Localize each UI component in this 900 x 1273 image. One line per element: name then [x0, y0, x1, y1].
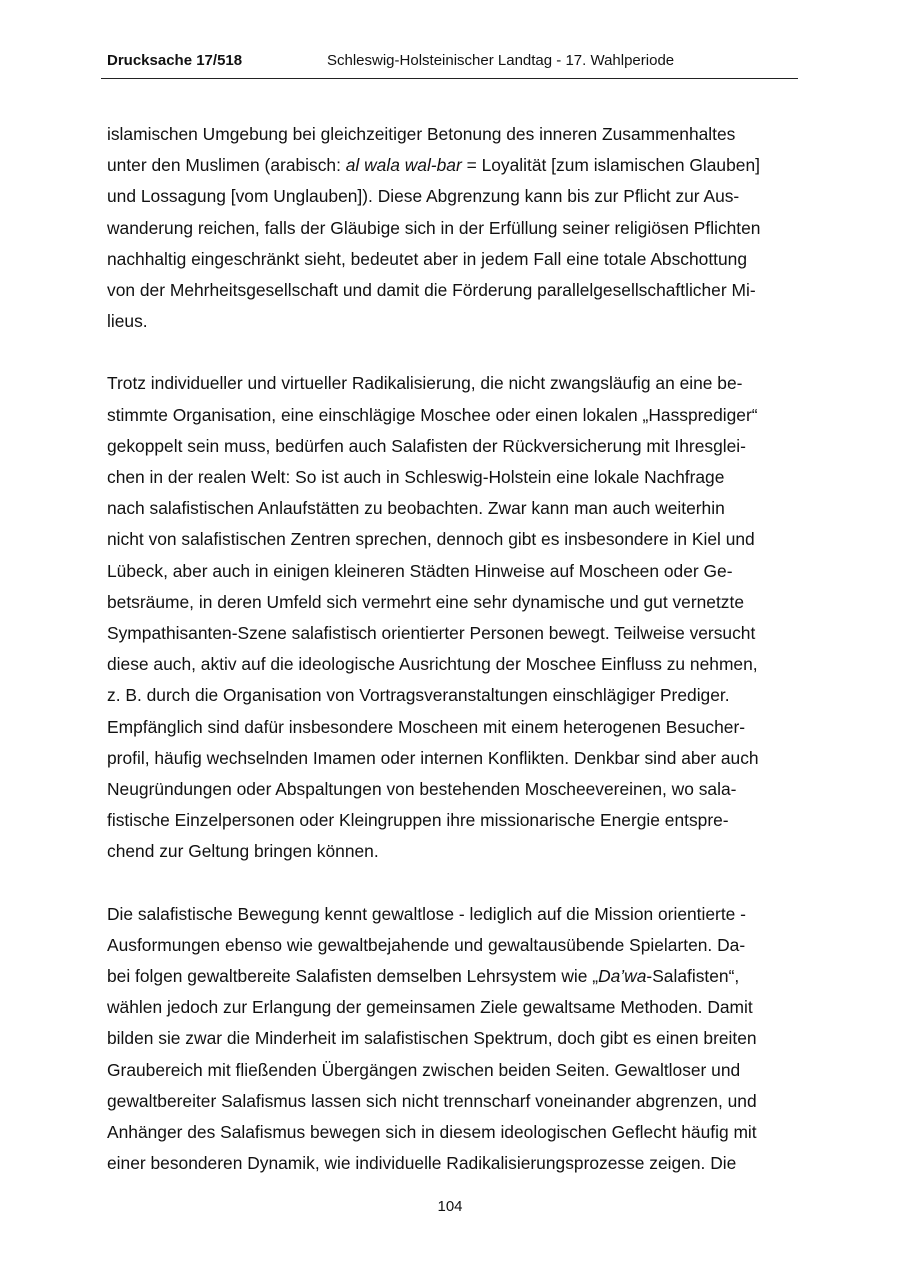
text-segment: Neugründungen oder Abspaltungen von bestehenden Moscheevereinen, wo sala-	[107, 779, 737, 800]
text-line	[107, 680, 797, 711]
text-segment: stimmte Organisation, eine einschlägige Moschee oder einen lokalen „Hassprediger“	[107, 404, 758, 425]
document-source: Schleswig-Holsteinischer Landtag - 17. Wahlperiode	[327, 52, 675, 69]
text-line	[107, 119, 797, 150]
paragraph-spacer	[107, 337, 797, 368]
text-line	[107, 774, 797, 805]
text-segment: nicht von salafistischen Zentren sprechen, dennoch gibt es insbesondere in Kiel und	[107, 529, 755, 550]
text-segment: nachhaltig eingeschränkt sieht, bedeutet aber in jedem Fall eine totale Abschottung	[107, 248, 748, 269]
text-segment: z. B. durch die Organisation von Vortragsveranstaltungen einschlägiger Prediger.	[107, 685, 730, 706]
text-line	[107, 649, 797, 680]
text-line	[107, 743, 797, 774]
text-line	[107, 213, 797, 244]
text-line	[107, 1023, 797, 1054]
text-segment: Trotz individueller und virtueller Radikalisierung, die nicht zwangsläufig an eine be-	[107, 373, 743, 394]
text-segment: -Salafisten“,	[646, 966, 740, 987]
text-line	[107, 462, 797, 493]
text-line	[107, 992, 797, 1023]
text-segment: Graubereich mit fließenden Übergängen zwischen beiden Seiten. Gewaltloser und	[107, 1059, 741, 1080]
text-segment: fistische Einzelpersonen oder Kleingruppen ihre missionarische Energie entspre-	[107, 810, 729, 831]
text-segment: betsräume, in deren Umfeld sich vermehrt eine sehr dynamische und gut vernetzte	[107, 591, 745, 612]
text-segment: wanderung reichen, falls der Gläubige sich in der Erfüllung seiner religiösen Pflichten	[107, 217, 761, 238]
text-line	[107, 306, 797, 337]
text-line	[107, 961, 797, 992]
text-segment: bei folgen gewaltbereite Salafisten demselben Lehrsystem wie „	[107, 966, 599, 987]
text-segment: gewaltbereiter Salafismus lassen sich nicht trennscharf voneinander abgrenzen, und	[107, 1090, 757, 1111]
text-segment: Sympathisanten-Szene salafistisch orientierter Personen bewegt. Teilweise versucht	[107, 623, 756, 644]
text-line	[107, 181, 797, 212]
text-segment: gekoppelt sein muss, bedürfen auch Salafisten der Rückversicherung mit Ihresglei-	[107, 435, 746, 456]
text-line	[107, 930, 797, 961]
text-line	[107, 400, 797, 431]
text-segment: und Lossagung [vom Unglauben]). Diese Abgrenzung kann bis zur Pflicht zur Aus-	[107, 186, 740, 207]
text-segment: wählen jedoch zur Erlangung der gemeinsamen Ziele gewaltsame Methoden. Damit	[107, 997, 753, 1018]
text-line	[107, 1086, 797, 1117]
text-line	[107, 556, 797, 587]
text-line	[107, 150, 797, 181]
text-line	[107, 493, 797, 524]
text-segment: profil, häufig wechselnden Imamen oder internen Konflikten. Denkbar sind aber auch	[107, 747, 759, 768]
text-segment: nach salafistischen Anlaufstätten zu beobachten. Zwar kann man auch weiterhin	[107, 498, 725, 519]
text-line	[107, 899, 797, 930]
document-number: Drucksache 17/518	[107, 52, 243, 69]
text-segment: Empfänglich sind dafür insbesondere Moscheen mit einem heterogenen Besucher-	[107, 716, 746, 737]
paragraph	[107, 119, 797, 337]
text-line	[107, 431, 797, 462]
text-segment: Anhänger des Salafismus bewegen sich in diesem ideologischen Geflecht häufig mit	[107, 1122, 757, 1143]
text-segment: Lübeck, aber auch in einigen kleineren Städten Hinweise auf Moscheen oder Ge-	[107, 560, 733, 581]
text-segment: islamischen Umgebung bei gleichzeitiger Betonung des inneren Zusammenhaltes	[107, 124, 736, 144]
paragraph-spacer	[107, 868, 797, 899]
text-segment: chend zur Geltung bringen können.	[107, 841, 379, 862]
text-line	[107, 805, 797, 836]
text-line	[107, 587, 797, 618]
text-line	[107, 712, 797, 743]
text-segment: lieus.	[107, 311, 148, 332]
text-line	[107, 618, 797, 649]
text-line	[107, 524, 797, 555]
italic-term: Da’wa	[598, 966, 647, 987]
page-header	[101, 52, 798, 79]
paragraph	[107, 368, 797, 867]
text-line	[107, 836, 797, 867]
text-segment: chen in der realen Welt: So ist auch in Schleswig-Holstein eine lokale Nachfrage	[107, 467, 725, 488]
text-line	[107, 1117, 797, 1148]
body-text	[107, 119, 797, 1180]
page-number: 104	[437, 1198, 463, 1215]
text-line	[107, 368, 797, 399]
text-segment: Ausformungen ebenso wie gewaltbejahende und gewaltausübende Spielarten. Da-	[107, 934, 746, 955]
text-segment: unter den Muslimen (arabisch:	[107, 155, 346, 176]
text-line	[107, 275, 797, 306]
text-line	[107, 1148, 797, 1179]
text-line	[107, 1055, 797, 1086]
italic-term: al wala wal-bar	[345, 155, 462, 176]
text-line	[107, 244, 797, 275]
paragraph	[107, 899, 797, 1180]
text-segment: diese auch, aktiv auf die ideologische Ausrichtung der Moschee Einfluss zu nehmen,	[107, 654, 758, 675]
text-segment: Die salafistische Bewegung kennt gewaltlose - lediglich auf die Mission orientierte -	[107, 903, 746, 924]
text-segment: bilden sie zwar die Minderheit im salafistischen Spektrum, doch gibt es einen breiten	[107, 1028, 757, 1049]
text-segment: von der Mehrheitsgesellschaft und damit die Förderung parallelgesellschaftlicher Mi-	[107, 280, 756, 301]
text-segment: = Loyalität [zum islamischen Glauben]	[461, 155, 760, 176]
text-segment: einer besonderen Dynamik, wie individuelle Radikalisierungsprozesse zeigen. Die	[107, 1153, 737, 1174]
